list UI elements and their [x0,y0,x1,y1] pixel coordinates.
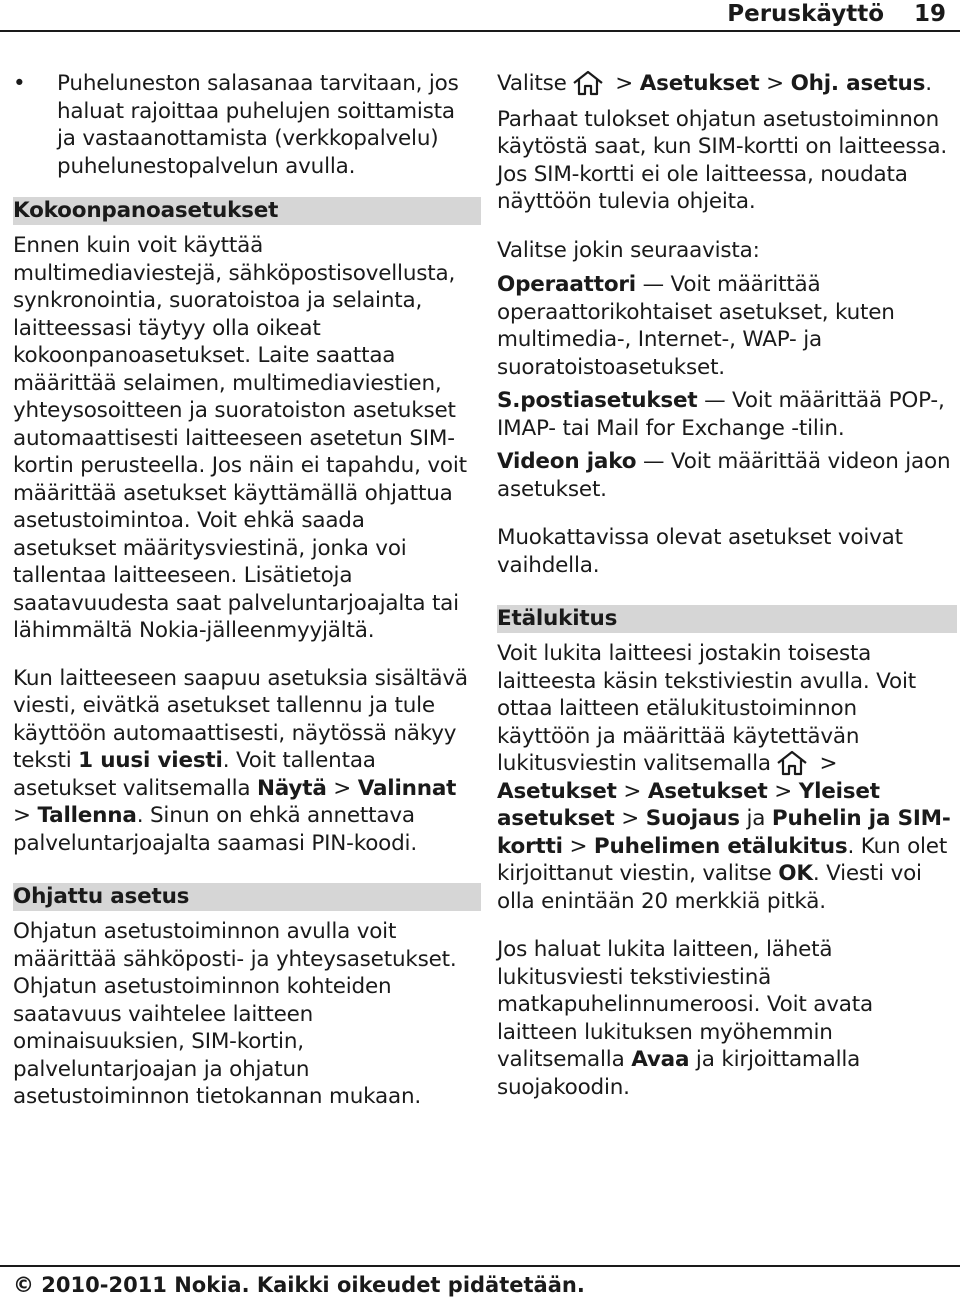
ui-term: Asetukset [647,778,768,804]
paragraph: Jos haluat lukita laitteen, lähetä lukitusviesti tekstiviestinä matkapuhelinnumeroosi. Voit avata laitteen lukituksen myöhemmin valitsemalla Avaa ja kirjoittamalla suojakoodin. [497,937,873,1100]
page-header [0,0,960,32]
copyright: © 2010-2011 Nokia. Kaikki oikeudet pidätetään. [13,1273,585,1297]
page-number: 19 [913,1,946,27]
heading-ohjattu-asetus: Ohjattu asetus [13,883,481,911]
bullet-item [13,70,473,180]
heading-etalukitus: Etälukitus [497,605,957,633]
home-icon [775,750,809,776]
ui-term: Puhelin ja SIM-kortti [497,806,951,859]
paragraph: Parhaat tulokset ohjatun asetustoiminnon käytöstä saat, kun SIM-kortti on laitteessa. Jos SIM-kortti ei ole laitteessa, noudata näyttöön tulevia ohjeita. [497,106,948,214]
ui-term: Asetukset [639,71,760,96]
footer-divider [0,1265,960,1267]
paragraph: Valitse jokin seuraavista: [497,237,760,263]
ui-term: Ohj. asetus [790,71,926,96]
ui-term: Avaa [631,1047,690,1072]
option-term: Operaattori [497,272,636,297]
ui-term: Suojaus [645,806,740,831]
paragraph: Ennen kuin voit käyttää multimediaviestejä, sähköpostisovellusta, synkronointia, suoratoistoa ja selainta, laitteessasi täytyy olla oikeat kokoonpanoasetukset. Laite saattaa määrittää selaimen, multimediaviestien, yhteysosoitteen ja suoratoiston asetukset automaattisesti laitteeseen asetetun SIM-kortin perusteella. Jos näin ei tapahdu, voit määrittää asetukset käyttämällä ohjattua asetustoimintoa. Voit ehkä saada asetukset määritysviestinä, jonka voi tallentaa laitteeseen. Lisätietoja saatavuudesta saat palveluntarjoajalta tai lähimmältä Nokia-jälleenmyyjältä. [13,233,467,643]
paragraph: Kun laitteeseen saapuu asetuksia sisältävä viesti, eivätkä asetukset tallennu ja tule käyttöön automaattisesti, näytössä näkyy teksti 1 uusi viesti. Voit tallentaa asetukset valitsemalla Näytä > Valinnat > Tallenna. Sinun on ehkä annettava palveluntarjoajalta saamasi PIN-koodi. [13,665,468,856]
paragraph: Muokattavissa olevat asetukset voivat vaihdella. [497,525,903,578]
section-title: Peruskäyttö [727,1,884,27]
ui-term: Puhelimen etälukitus [593,833,848,859]
paragraph: Ohjatun asetustoiminnon avulla voit määrittää sähköposti- ja yhteysasetukset. Ohjatun asetustoiminnon kohteiden saatavuus vaihtelee laitteen ominaisuuksien, SIM-kortin, palveluntarjoajan ja ohjatun asetustoiminnon tietokannan mukaan. [13,919,457,1109]
option-spostiasetukset: S.postiasetukset — Voit määrittää POP-, IMAP- tai Mail for Exchange -tilin. [497,388,945,441]
option-videon-jako: Videon jako — Voit määrittää videon jaon asetukset. [497,449,951,502]
option-term: S.postiasetukset [497,388,698,413]
ui-term: Yleiset asetukset [497,778,880,831]
bullet-dot: • [13,71,26,96]
option-operaattori: Operaattori — Voit määrittää operaattorikohtaiset asetukset, kuten multimedia-, Internet-, WAP- ja suoratoistoasetukset. [497,272,895,380]
home-icon [571,70,605,96]
right-column [497,70,952,1101]
bullet-text: Puheluneston salasanaa tarvitaan, jos haluat rajoittaa puhelujen soittamista ja vastaanottamista (verkkopalvelu) puhelunestopalvelun avulla. [57,71,459,179]
ui-term: Valinnat [357,775,457,801]
ui-term: Näytä [256,775,327,801]
ui-term: Asetukset [497,778,617,804]
ui-term: 1 uusi viesti [78,748,223,773]
ui-term: Tallenna [37,803,137,828]
ui-term: OK [778,861,813,886]
option-term: Videon jako [497,449,637,474]
left-column [13,70,473,1111]
menu-path: Valitse > Asetukset > Ohj. asetus. [497,71,932,96]
heading-kokoonpanoasetukset: Kokoonpanoasetukset [13,197,481,225]
paragraph: Voit lukita laitteesi jostakin toisesta laitteesta käsin tekstiviestin avulla. Voit ottaa laitteen etälukitustoiminnon käyttöön ja määrittää käytettävän lukitusviestin valitsemalla > Asetukset > Asetukset > Yleiset asetukset > Suojaus ja Puhelin ja SIM-kortti > Puhelimen etälukitus. Kun olet kirjoittanut viestin, valitse OK. Viesti voi olla enintään 20 merkkiä pitkä. [497,641,951,914]
